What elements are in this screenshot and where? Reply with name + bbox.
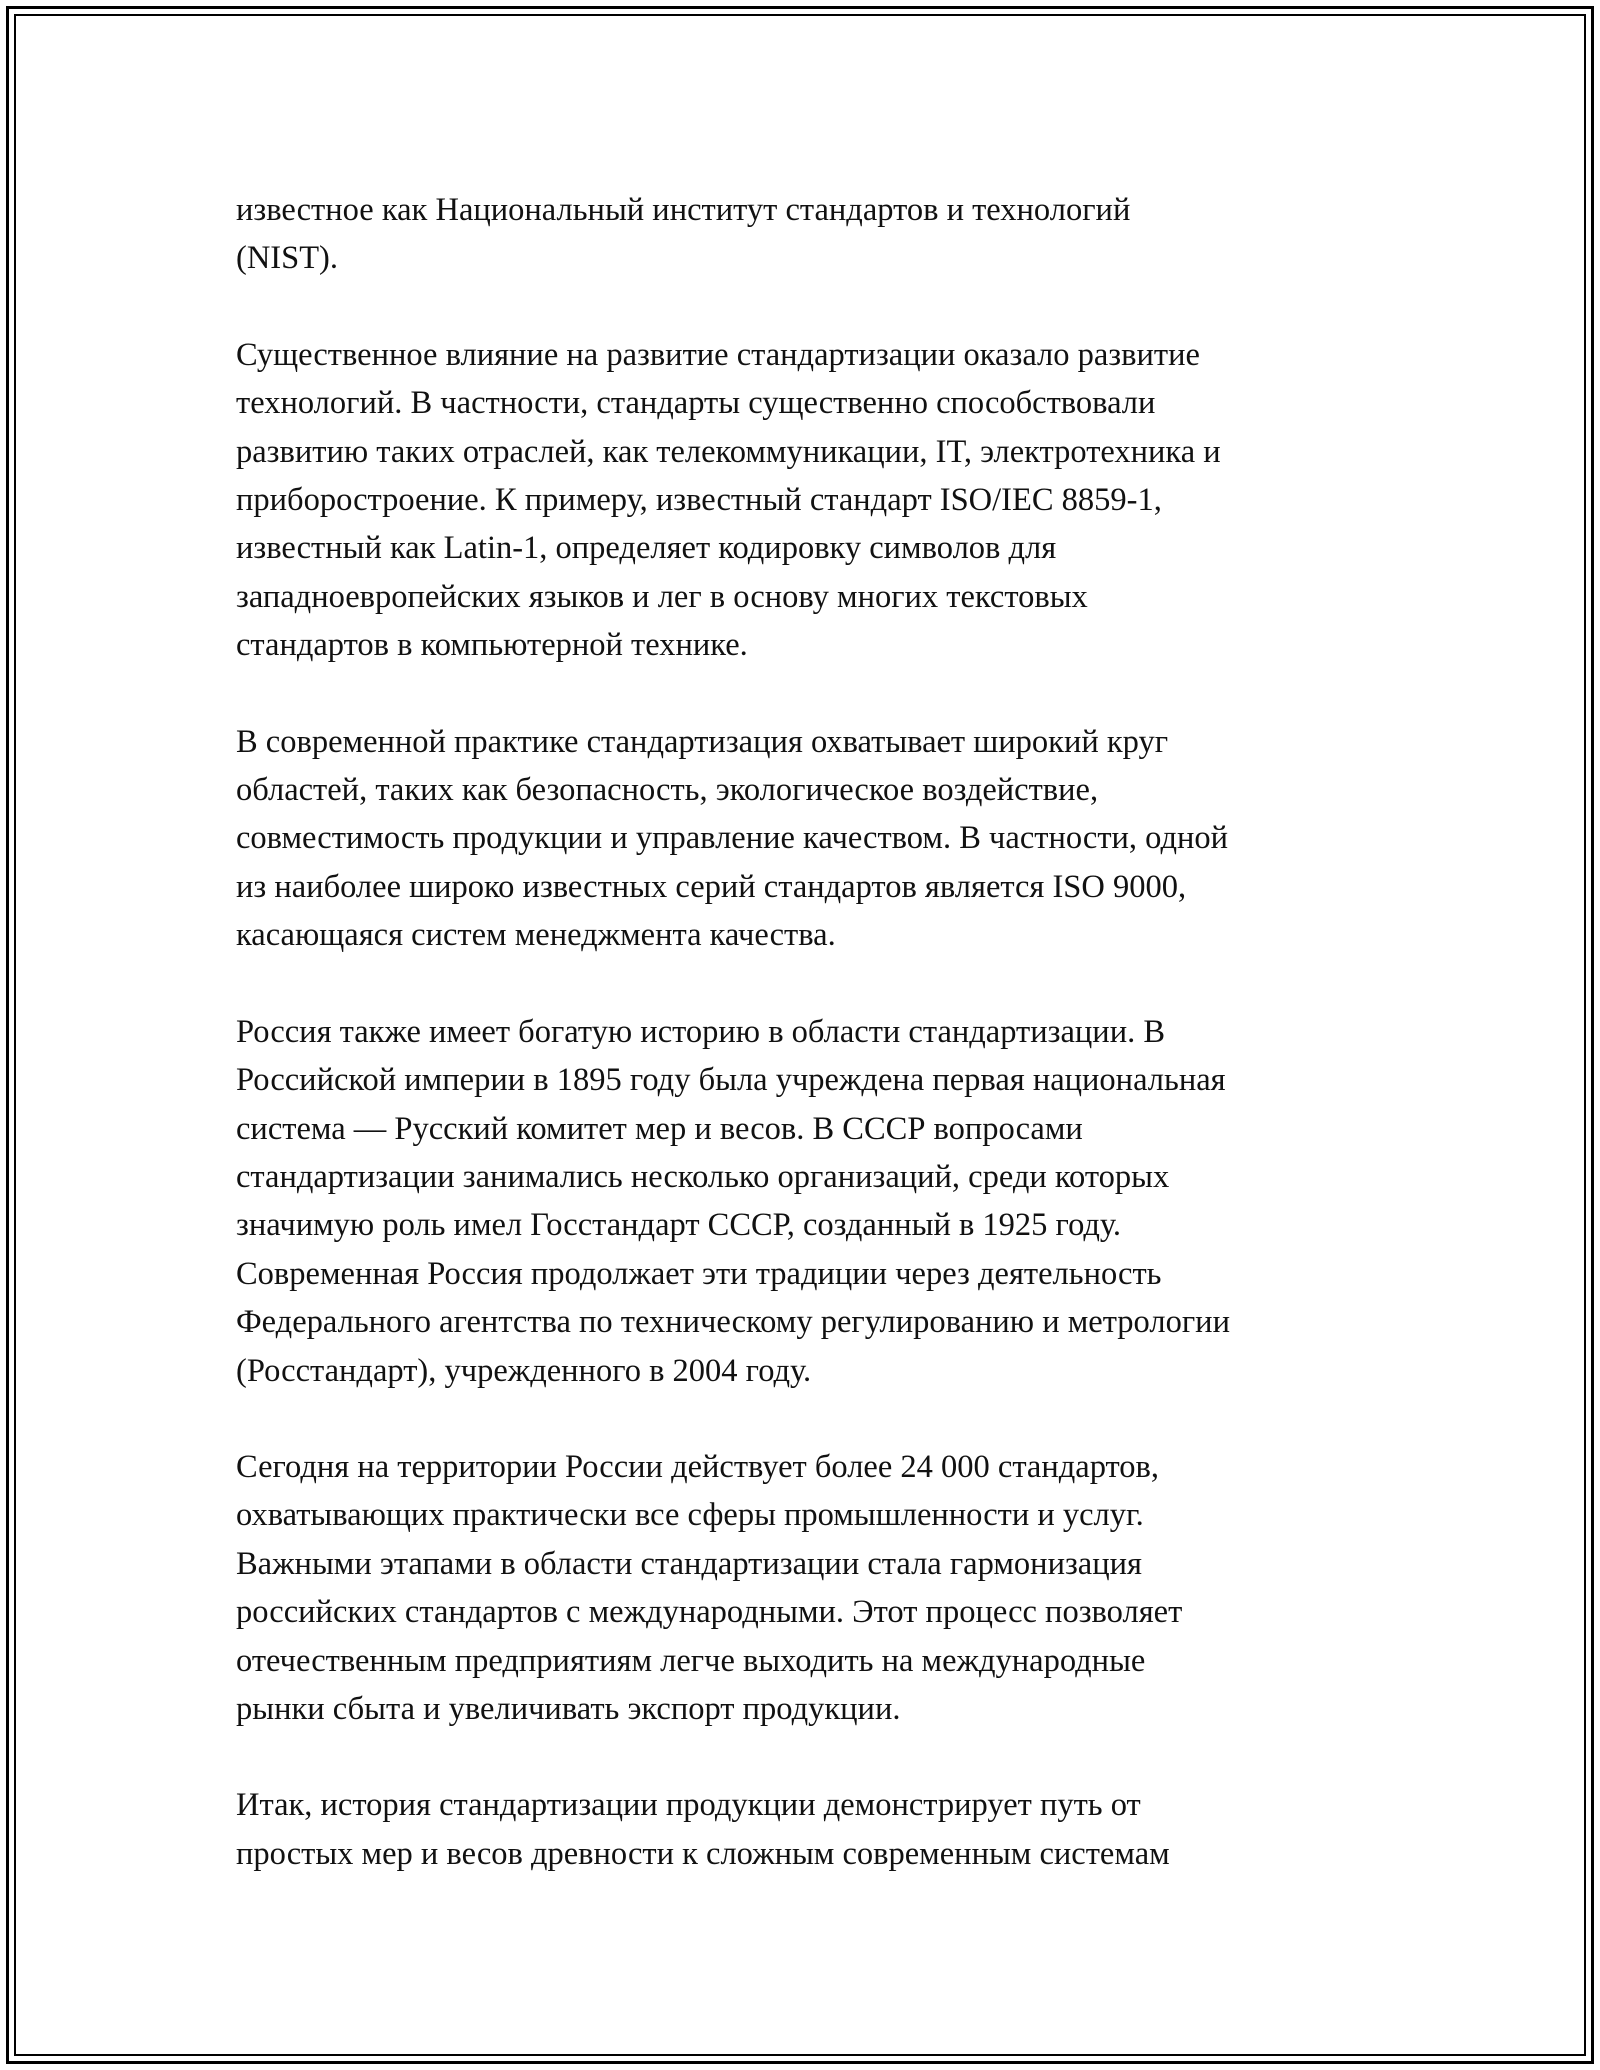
paragraph-russia-today: Сегодня на территории России действует более 24 000 стандартов, охватывающих практически все сферы промышленности и услуг. Важными этапами в области стандартизации стала гармонизация российских стандартов с международными. Этот процесс позволяет отечественным предприятиям легче выходить на международные рынки сбыта и увеличивать экспорт продукции. <box>236 1448 1183 1727</box>
paragraph-nist: известное как Национальный институт стандартов и технологий (NIST). <box>236 192 1131 277</box>
paragraph-russia-history: Россия также имеет богатую историю в области стандартизации. В Российской империи в 1895 году была учреждена первая национальная система — Русский комитет мер и весов. В СССР вопросами стандартизации занимались несколько организаций, среди которых значимую роль имел Госстандарт СССР, созданный в 1925 году. Современная Россия продолжает эти традиции через деятельность Федерального агентства по техническому регулированию и метрологии (Росстандарт), учрежденного в 2004 году. <box>236 1013 1230 1389</box>
paragraph-technology-influence: Существенное влияние на развитие стандартизации оказало развитие технологий. В частности, стандарты существенно способствовали развитию таких отраслей, как телекоммуникации, IT, электротехника и приборостроение. К примеру, известный стандарт ISO/IEC 8859-1, известный как Latin-1, определяет кодировку символов для западноевропейских языков и лег в основу многих текстовых стандартов в компьютерной технике. <box>236 336 1221 664</box>
document-body <box>236 186 1376 1878</box>
paragraph-modern-practice: В современной практике стандартизация охватывает широкий круг областей, таких как безопасность, экологическое воздействие, совместимость продукции и управление качеством. В частности, одной из наиболее широко известных серий стандартов является ISO 9000, касающаяся систем менеджмента качества. <box>236 723 1229 954</box>
paragraph-conclusion: Итак, история стандартизации продукции демонстрирует путь от простых мер и весов древности к сложным современным системам <box>236 1787 1170 1872</box>
